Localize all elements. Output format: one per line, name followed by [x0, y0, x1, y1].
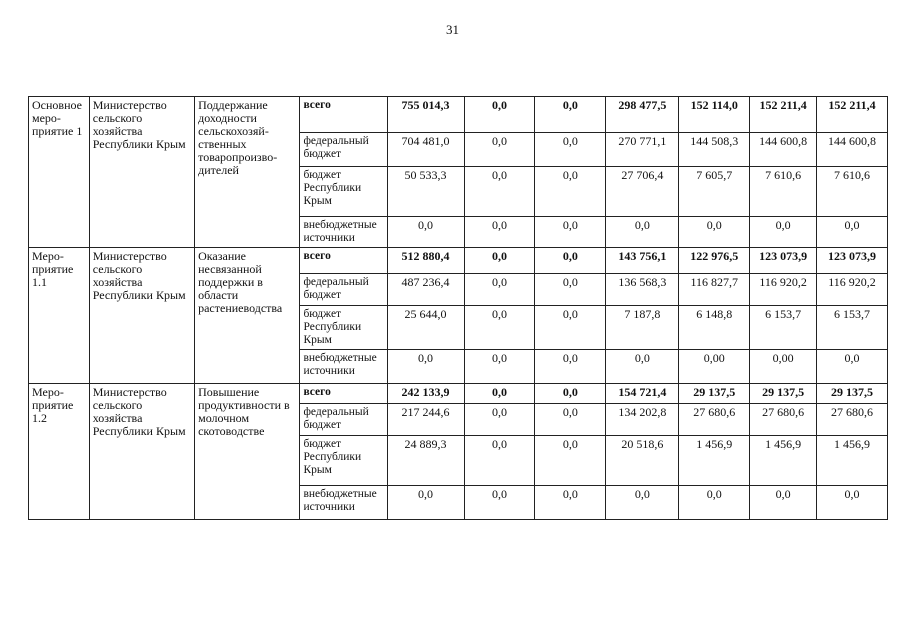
amount-cell: 242 133,9: [387, 384, 464, 404]
amount-cell: 7 187,8: [606, 306, 679, 350]
amount-cell: 298 477,5: [606, 97, 679, 133]
amount-cell: 154 721,4: [606, 384, 679, 404]
amount-cell: 0,0: [679, 217, 750, 248]
measure-code-cell: Меро-приятие 1.1: [29, 248, 90, 384]
amount-cell: 0,00: [750, 350, 817, 384]
funding-source-cell: федеральный бюджет: [300, 133, 387, 167]
amount-cell: 0,0: [535, 167, 606, 217]
amount-cell: 29 137,5: [679, 384, 750, 404]
amount-cell: 144 600,8: [750, 133, 817, 167]
amount-cell: 0,0: [535, 436, 606, 486]
page-number: 31: [446, 22, 459, 37]
funding-source-cell: федеральный бюджет: [300, 274, 387, 306]
amount-cell: 1 456,9: [679, 436, 750, 486]
amount-cell: 0,0: [464, 217, 535, 248]
amount-cell: 0,0: [817, 217, 888, 248]
amount-cell: 116 920,2: [750, 274, 817, 306]
amount-cell: 0,0: [464, 404, 535, 436]
amount-cell: 0,0: [750, 486, 817, 520]
responsible-agency-cell: Министерство сельского хозяйства Республики Крым: [89, 97, 194, 248]
amount-cell: 20 518,6: [606, 436, 679, 486]
amount-cell: 134 202,8: [606, 404, 679, 436]
amount-cell: 0,0: [464, 248, 535, 274]
amount-cell: 0,0: [535, 404, 606, 436]
amount-cell: 7 605,7: [679, 167, 750, 217]
amount-cell: 123 073,9: [750, 248, 817, 274]
funding-source-cell: федеральный бюджет: [300, 404, 387, 436]
amount-cell: 0,0: [817, 486, 888, 520]
amount-cell: 0,0: [464, 133, 535, 167]
amount-cell: 152 114,0: [679, 97, 750, 133]
measure-purpose-cell: Повышение продуктивности в молочном скотоводстве: [195, 384, 300, 520]
amount-cell: 0,0: [535, 350, 606, 384]
amount-cell: 29 137,5: [750, 384, 817, 404]
amount-cell: 0,0: [535, 248, 606, 274]
amount-cell: 512 880,4: [387, 248, 464, 274]
amount-cell: 0,0: [464, 384, 535, 404]
amount-cell: 27 680,6: [679, 404, 750, 436]
amount-cell: 144 508,3: [679, 133, 750, 167]
amount-cell: 25 644,0: [387, 306, 464, 350]
amount-cell: 0,0: [535, 306, 606, 350]
amount-cell: 1 456,9: [817, 436, 888, 486]
responsible-agency-cell: Министерство сельского хозяйства Республики Крым: [89, 248, 194, 384]
amount-cell: 6 153,7: [750, 306, 817, 350]
budget-table: [28, 96, 888, 520]
amount-cell: 0,0: [387, 350, 464, 384]
amount-cell: 0,0: [464, 306, 535, 350]
amount-cell: 144 600,8: [817, 133, 888, 167]
amount-cell: 0,0: [535, 217, 606, 248]
amount-cell: 0,0: [817, 350, 888, 384]
funding-source-cell: внебюджетные источники: [300, 350, 387, 384]
amount-cell: 152 211,4: [750, 97, 817, 133]
amount-cell: 0,0: [535, 486, 606, 520]
amount-cell: 24 889,3: [387, 436, 464, 486]
amount-cell: 0,0: [464, 274, 535, 306]
measure-code-cell: Меро-приятие 1.2: [29, 384, 90, 520]
amount-cell: 0,0: [535, 384, 606, 404]
amount-cell: 29 137,5: [817, 384, 888, 404]
table-row: [29, 248, 888, 274]
funding-source-cell: бюджет Республики Крым: [300, 306, 387, 350]
amount-cell: 0,0: [535, 133, 606, 167]
funding-source-cell: внебюджетные источники: [300, 486, 387, 520]
amount-cell: 27 680,6: [750, 404, 817, 436]
amount-cell: 704 481,0: [387, 133, 464, 167]
amount-cell: 7 610,6: [817, 167, 888, 217]
amount-cell: 122 976,5: [679, 248, 750, 274]
amount-cell: 0,0: [464, 436, 535, 486]
funding-source-cell: бюджет Республики Крым: [300, 436, 387, 486]
funding-source-cell: бюджет Республики Крым: [300, 167, 387, 217]
amount-cell: 0,0: [464, 167, 535, 217]
amount-cell: 0,0: [606, 350, 679, 384]
amount-cell: 152 211,4: [817, 97, 888, 133]
amount-cell: 0,0: [606, 486, 679, 520]
funding-source-cell: всего: [300, 248, 387, 274]
amount-cell: 0,0: [387, 486, 464, 520]
measure-purpose-cell: Оказание несвязанной поддержки в области растениеводства: [195, 248, 300, 384]
amount-cell: 217 244,6: [387, 404, 464, 436]
amount-cell: 7 610,6: [750, 167, 817, 217]
amount-cell: 143 756,1: [606, 248, 679, 274]
amount-cell: 136 568,3: [606, 274, 679, 306]
amount-cell: 0,0: [679, 486, 750, 520]
funding-source-cell: внебюджетные источники: [300, 217, 387, 248]
amount-cell: 487 236,4: [387, 274, 464, 306]
amount-cell: 1 456,9: [750, 436, 817, 486]
amount-cell: 116 920,2: [817, 274, 888, 306]
amount-cell: 123 073,9: [817, 248, 888, 274]
funding-source-cell: всего: [300, 384, 387, 404]
amount-cell: 0,0: [464, 97, 535, 133]
amount-cell: 0,0: [464, 486, 535, 520]
amount-cell: 50 533,3: [387, 167, 464, 217]
measure-code-cell: Основное меро-приятие 1: [29, 97, 90, 248]
table-row: [29, 384, 888, 404]
measure-purpose-cell: Поддержание доходности сельскохозяй-ственных товаропроизво-дителей: [195, 97, 300, 248]
amount-cell: 0,0: [464, 350, 535, 384]
amount-cell: 270 771,1: [606, 133, 679, 167]
responsible-agency-cell: Министерство сельского хозяйства Республики Крым: [89, 384, 194, 520]
amount-cell: 0,0: [606, 217, 679, 248]
funding-source-cell: всего: [300, 97, 387, 133]
amount-cell: 27 680,6: [817, 404, 888, 436]
table-row: [29, 97, 888, 133]
amount-cell: 755 014,3: [387, 97, 464, 133]
amount-cell: 0,0: [387, 217, 464, 248]
amount-cell: 0,00: [679, 350, 750, 384]
amount-cell: 6 148,8: [679, 306, 750, 350]
amount-cell: 0,0: [535, 97, 606, 133]
amount-cell: 0,0: [750, 217, 817, 248]
amount-cell: 6 153,7: [817, 306, 888, 350]
amount-cell: 0,0: [535, 274, 606, 306]
amount-cell: 116 827,7: [679, 274, 750, 306]
amount-cell: 27 706,4: [606, 167, 679, 217]
